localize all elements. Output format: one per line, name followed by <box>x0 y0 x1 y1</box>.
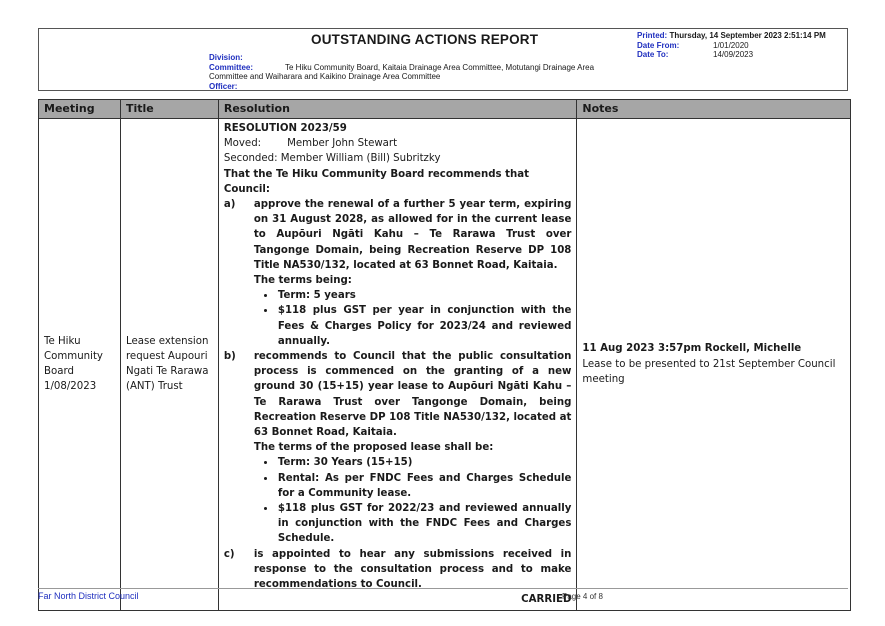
committee-label: Committee: <box>209 62 254 72</box>
list-item: • $118 plus GST for 2022/23 and reviewed annually in conjunction with the FNDC Fees and Charges Schedule. <box>276 501 572 547</box>
resolution-status: CARRIED <box>521 594 572 606</box>
list-item: • Rental: As per FNDC Fees and Charges Schedule for a Community lease. <box>276 471 572 501</box>
item-b-text: recommends to Council that the public consultation process is commenced on the granting of a new ground 30 (15+15) year lease to Aupōuri Ngāti Kahu – Te Rarawa Trust over Tangonge Domain, being Recreation Reserve DP 108 Title NA530/132, located at 63 Bonnet Road, Kaitaia. <box>253 351 572 439</box>
item-b-terms-list <box>224 455 572 546</box>
list-item: • Term: 5 years <box>276 288 572 303</box>
date-to-label: Date To: <box>637 50 669 59</box>
moved-label: Moved: <box>223 138 262 150</box>
division-label: Division: <box>209 53 243 62</box>
list-item: • $118 plus GST per year in conjunction with the Fees & Charges Policy for 2023/24 and reviewed annually. <box>276 303 572 349</box>
list-item: • Term: 30 Years (15+15) <box>276 455 572 470</box>
item-a-terms-heading: The terms being: <box>253 275 352 287</box>
item-c-letter: c) <box>223 548 235 560</box>
moved-line <box>224 136 572 151</box>
item-b-letter: b) <box>223 351 236 363</box>
date-from-label: Date From: <box>637 40 680 50</box>
notes-heading: 11 Aug 2023 3:57pm Rockell, Michelle <box>582 343 802 355</box>
printed-value: Thursday, 14 September 2023 2:51:14 PM <box>669 31 826 40</box>
footer-divider <box>38 588 848 589</box>
date-to-value: 14/09/2023 <box>713 50 754 59</box>
date-from-value: 1/01/2020 <box>713 40 749 50</box>
resolution-intro: That the Te Hiku Community Board recommends that Council: <box>223 168 529 195</box>
item-c-text: is appointed to hear any submissions received in response to the consultation process and to make recommendations to Council. <box>253 548 572 591</box>
notes-cell <box>577 119 851 611</box>
resolution-item-a <box>224 197 572 273</box>
committee-value: Te Hiku Community Board, Kaitaia Drainage Area Committee, Motutangi Drainage Area <box>285 62 595 72</box>
actions-table <box>38 99 851 611</box>
page-number: Page 4 of 8 <box>562 592 603 601</box>
report-header <box>38 28 848 91</box>
report-title: OUTSTANDING ACTIONS REPORT <box>311 32 539 47</box>
resolution-number: RESOLUTION 2023/59 <box>223 123 347 134</box>
item-a-terms-list <box>224 288 572 349</box>
table-row <box>39 119 851 611</box>
resolution-item-c <box>224 547 572 593</box>
moved-value: Member John Stewart <box>287 138 398 150</box>
column-header-resolution: Resolution <box>218 100 577 119</box>
column-header-title: Title <box>120 100 218 119</box>
printed-label: Printed: <box>637 31 668 40</box>
table-header-row <box>39 100 851 119</box>
print-info <box>637 31 882 60</box>
item-a-text: approve the renewal of a further 5 year term, expiring on 31 August 2028, as allowed for in the current lease to Aupōuri Ngāti Kahu – Te Rarawa Trust over Tangonge Domain, being Recreation Reserve DP 108 Title NA530/132, located at 63 Bonnet Road, Kaitaia. <box>253 199 572 271</box>
officer-label: Officer: <box>209 81 238 91</box>
resolution-item-b <box>224 349 572 440</box>
report-filters <box>209 53 594 91</box>
column-header-meeting: Meeting <box>39 100 121 119</box>
item-a-letter: a) <box>223 199 236 211</box>
notes-text: Lease to be presented to 21st September Council meeting <box>582 358 836 385</box>
resolution-cell <box>218 119 577 611</box>
column-header-notes: Notes <box>577 100 851 119</box>
footer-organisation: Far North District Council <box>38 591 139 601</box>
meeting-cell: Te Hiku Community Board 1/08/2023 <box>39 119 121 611</box>
item-b-terms-heading: The terms of the proposed lease shall be: <box>253 442 494 454</box>
title-cell: Lease extension request Aupouri Ngati Te Rarawa (ANT) Trust <box>120 119 218 611</box>
seconded-line: Seconded: Member William (Bill) Subritzky <box>223 153 441 165</box>
committee-value-continued: Committee and Waiharara and Kaikino Drainage Area Committee <box>209 72 441 81</box>
